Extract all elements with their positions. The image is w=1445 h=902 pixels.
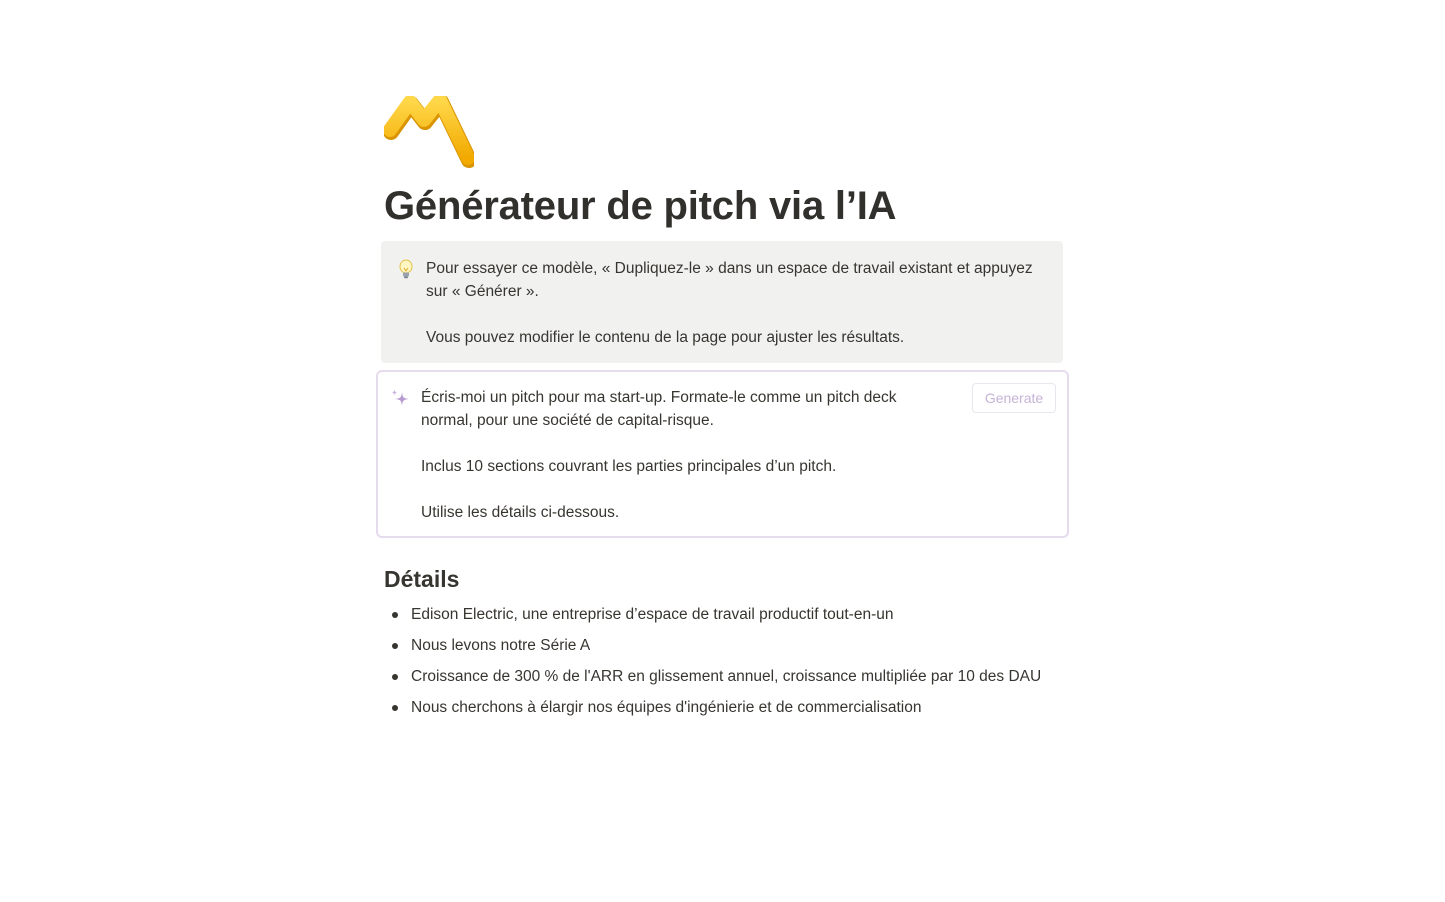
bullet-icon	[392, 705, 398, 711]
lightbulb-icon	[398, 259, 414, 281]
list-item-text: Nous levons notre Série A	[411, 637, 591, 654]
bullet-icon	[392, 643, 398, 649]
callout-paragraph[interactable]: Vous pouvez modifier le contenu de la page pour ajuster les résultats.	[426, 329, 905, 346]
callout-text	[426, 257, 1036, 349]
ai-prompt-block[interactable]	[376, 370, 1069, 538]
ai-prompt-paragraph: Écris-moi un pitch pour ma start-up. Formate-le comme un pitch deck normal, pour une société de capital-risque.	[421, 389, 897, 429]
list-item-text: Croissance de 300 % de l'ARR en glissement annuel, croissance multipliée par 10 des DAU	[411, 668, 1042, 685]
list-item-text: Edison Electric, une entreprise d’espace de travail productif tout-en-un	[411, 606, 894, 623]
bullet-icon	[392, 612, 398, 618]
bullet-icon	[392, 674, 398, 680]
callout	[381, 241, 1063, 363]
list-item[interactable]	[384, 603, 1054, 626]
list-item[interactable]	[384, 665, 1054, 688]
list-item-text: Nous cherchons à élargir nos équipes d'ingénierie et de commercialisation	[411, 699, 922, 716]
callout-paragraph[interactable]: Pour essayer ce modèle, « Dupliquez-le » dans un espace de travail existant et appuyez sur « Générer ».	[426, 260, 1033, 300]
details-list	[384, 603, 1054, 727]
zigzag-icon[interactable]	[384, 96, 474, 172]
ai-prompt-paragraph: Inclus 10 sections couvrant les parties principales d’un pitch.	[421, 458, 837, 475]
page-title[interactable]: Générateur de pitch via l’IA	[384, 184, 897, 228]
list-item[interactable]	[384, 634, 1054, 657]
sparkle-icon	[389, 388, 413, 412]
details-heading[interactable]: Détails	[384, 566, 460, 592]
list-item[interactable]	[384, 696, 1054, 719]
ai-prompt-text[interactable]	[421, 386, 951, 524]
generate-button[interactable]: Generate	[972, 383, 1056, 413]
ai-prompt-paragraph: Utilise les détails ci-dessous.	[421, 504, 620, 521]
